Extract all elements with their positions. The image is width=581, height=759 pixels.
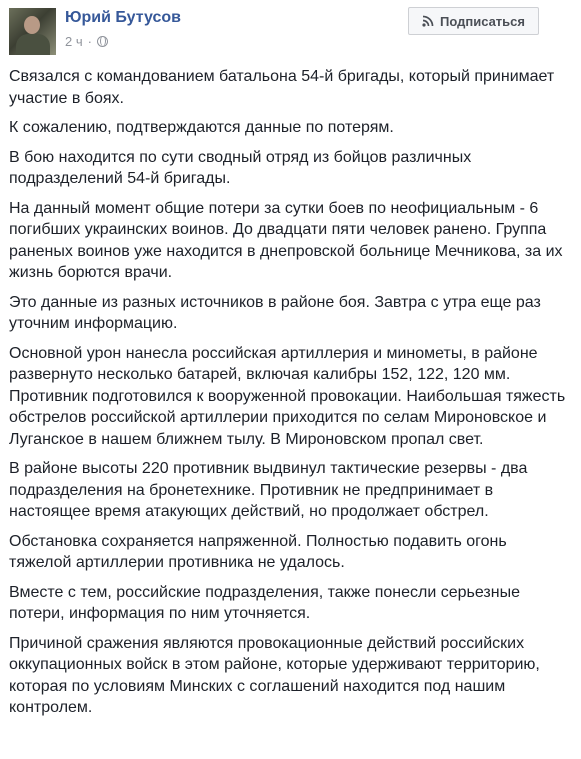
avatar[interactable] bbox=[9, 8, 56, 55]
post-paragraph: Причиной сражения являются провокационные действий российских оккупационных войск в этом районе, которые удерживают территорию, которая по условиям Минских с соглашений находится под нашим контролем. bbox=[9, 634, 540, 716]
post-paragraph: Вместе с тем, российские подразделения, также понесли серьезные потери, информация по ним уточняется. bbox=[9, 583, 520, 622]
post-paragraph: В районе высоты 220 противник выдвинул тактические резервы - два подразделения на бронетехнике. Противник не предпринимает в настоящее время атакующих действий, но продолжает обстрел. bbox=[9, 460, 528, 520]
post-timestamp[interactable]: 2 ч bbox=[65, 34, 83, 49]
post-paragraph: Основной урон нанесла российская артиллерия и минометы, в районе развернуто несколько батарей, включая калибры 152, 122, 120 мм. Противник подготовился к вооруженной провокации. Наибольшая тяжесть обстрелов российской артиллерии приходится по селам Мироновское и Луганское в нашем ближнем тылу. В Мироновском пропал свет. bbox=[9, 344, 566, 448]
post-paragraph: К сожалению, подтверждаются данные по потерям. bbox=[9, 119, 394, 136]
globe-icon[interactable] bbox=[97, 36, 108, 47]
subscribe-label: Подписаться bbox=[439, 13, 525, 29]
post-paragraph: Это данные из разных источников в районе боя. Завтра с утра еще раз уточним информацию. bbox=[9, 293, 541, 332]
post-paragraph: Обстановка сохраняется напряженной. Полностью подавить огонь тяжелой артиллерии противника не удалось. bbox=[9, 532, 507, 571]
subscribe-button[interactable] bbox=[408, 7, 539, 35]
author-name-link[interactable]: Юрий Бутусов bbox=[65, 9, 182, 26]
post-paragraph: В бою находится по сути сводный отряд из бойцов различных подразделений 54-й бригады. bbox=[9, 148, 472, 187]
post-paragraph: Связался с командованием батальона 54-й бригады, который принимает участие в боях. bbox=[9, 68, 555, 107]
post-body bbox=[9, 66, 569, 727]
post-header bbox=[0, 0, 581, 62]
meta-separator: · bbox=[87, 34, 92, 49]
post-meta bbox=[65, 34, 108, 49]
avatar-body-shape bbox=[16, 34, 50, 55]
avatar-head-shape bbox=[24, 16, 40, 34]
rss-icon bbox=[422, 15, 434, 27]
post-paragraph: На данный момент общие потери за сутки боев по неофициальным - 6 погибших украинских воинов. До двадцати пяти человек ранено. Группа раненых воинов уже находится в днепровской больнице Мечникова, за их жизнь борются врачи. bbox=[9, 199, 563, 281]
